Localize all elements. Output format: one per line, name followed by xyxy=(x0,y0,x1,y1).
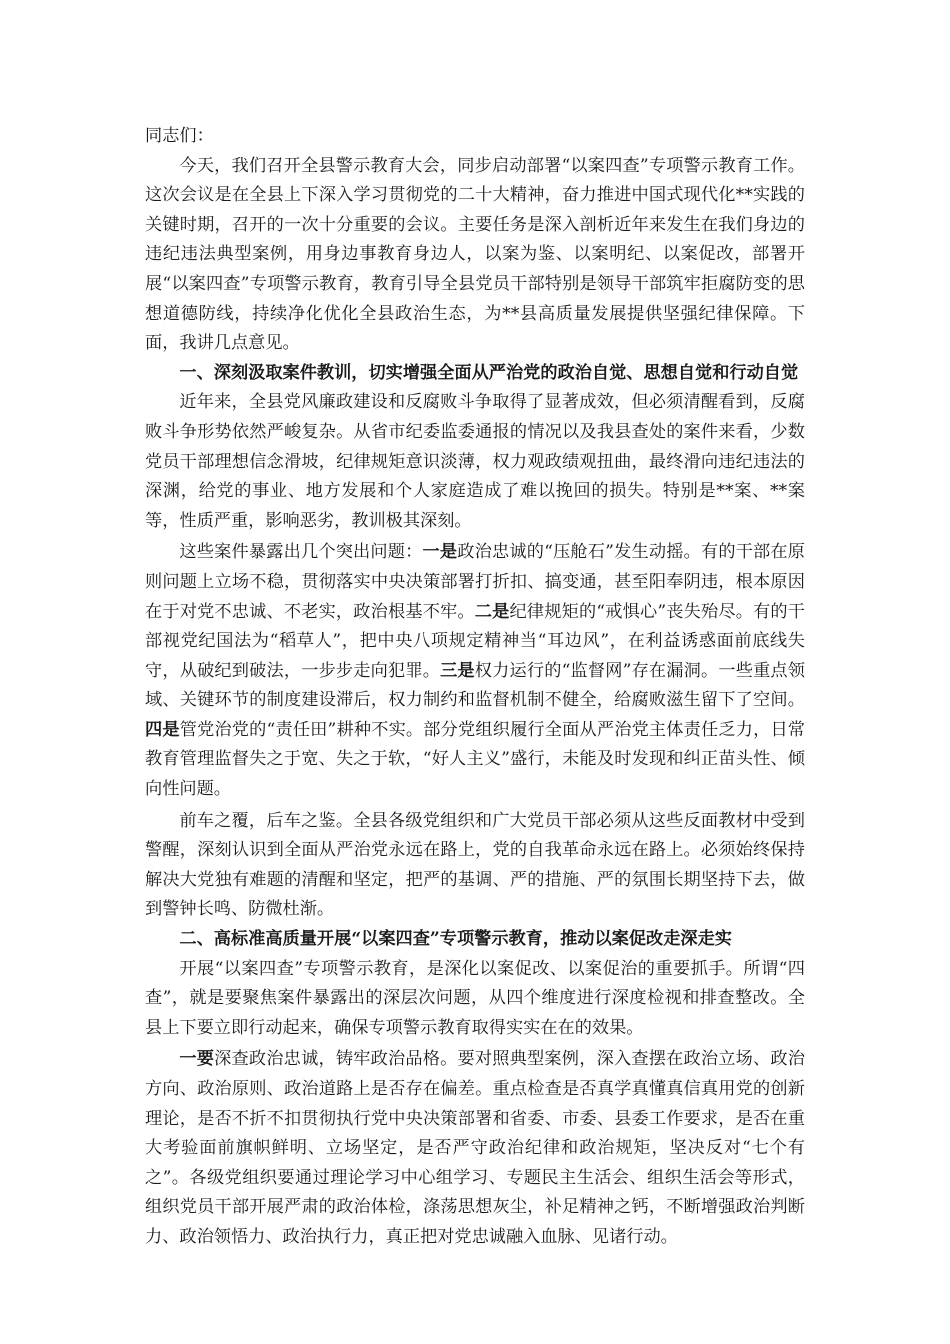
point-3-text: 权力运行的“监督网”存在漏洞。一些重点领域、关键环节的制度建设滞后，权力制约和监督机制不健全，给腐败滋生留下了空间。 xyxy=(145,660,805,711)
section-1-paragraph-3: 前车之覆，后车之鉴。全县各级党组织和广大党员干部必须从这些反面教材中受到警醒，深刻认识到全面从严治党永远在路上，党的自我革命永远在路上。必须始终保持解决大党独有难题的清醒和坚定，把严的基调、严的措施、严的氛围长期坚持下去，做到警钟长鸣、防微杜渐。 xyxy=(145,810,805,920)
point-2-key: 二是 xyxy=(474,601,510,622)
document-body xyxy=(145,122,805,1253)
section-2-paragraph-1: 开展“以案四查”专项警示教育，是深化以案促改、以案促治的重要抓手。所谓“四查”，就是要聚焦案件暴露出的深层次问题，从四个维度进行深度检视和排查整改。全县上下要立即行动起来，确保专项警示教育取得实实在在的效果。 xyxy=(145,958,805,1038)
point-4-key: 四是 xyxy=(145,719,180,740)
section-2-heading: 二、高标准高质量开展“以案四查”专项警示教育，推动以案促改走深走实 xyxy=(179,929,732,950)
point-3-key: 三是 xyxy=(440,660,475,681)
section-1-paragraph-1: 近年来，全县党风廉政建设和反腐败斗争取得了显著成效，但必须清醒看到，反腐败斗争形势依然严峻复杂。从省市纪委监委通报的情况以及我县查处的案件来看，少数党员干部理想信念滑坡，纪律规矩意识淡薄，权力观政绩观扭曲，最终滑向违纪违法的深渊，给党的事业、地方发展和个人家庭造成了难以挽回的损失。特别是**案、**案等，性质严重，影响恶劣，教训极其深刻。 xyxy=(145,392,805,531)
point-1-text: 政治忠诚的“压舱石”发生动摇。有的干部在原则问题上立场不稳，贯彻落实中央决策部署打折扣、搞变通，甚至阳奉阴违，根本原因在于对党不忠诚、不老实，政治根基不牢。 xyxy=(145,542,805,622)
salutation: 同志们： xyxy=(145,126,214,146)
requirement-1-text: 深查政治忠诚，铸牢政治品格。要对照典型案例，深入查摆在政治立场、政治方向、政治原则、政治道路上是否存在偏差。重点检查是否真学真懂真信真用党的创新理论，是否不折不扣贯彻执行党中央决策部署和省委、市委、县委工作要求，是否在重大考验面前旗帜鲜明、立场坚定，是否严守政治纪律和政治规矩，坚决反对“七个有之”。各级党组织要通过理论学习中心组学习、专题民主生活会、组织生活会等形式，组织党员干部开展严肃的政治体检，涤荡思想灰尘，补足精神之钙，不断增强政治判断力、政治领悟力、政治执行力，真正把对党忠诚融入血脉、见诸行动。 xyxy=(145,1049,805,1247)
point-1-key: 一是 xyxy=(422,542,458,563)
section-1-paragraph-2 xyxy=(145,538,805,804)
point-2-text: 纪律规矩的“戒惧心”丧失殆尽。有的干部视党纪国法为“稻草人”，把中央八项规定精神当“耳边风”，在利益诱惑面前底线失守，从破纪到破法，一步步走向犯罪。 xyxy=(145,601,805,681)
section-1-heading: 一、深刻汲取案件教训，切实增强全面从严治党的政治自觉、思想自觉和行动自觉 xyxy=(179,362,799,383)
intro-paragraph: 今天，我们召开全县警示教育大会，同步启动部署“以案四查”专项警示教育工作。这次会议是在全县上下深入学习贯彻党的二十大精神，奋力推进中国式现代化**实践的关键时期，召开的一次十分重要的会议。主要任务是深入剖析近年来发生在我们身边的违纪违法典型案例，用身边事教育身边人，以案为鉴、以案明纪、以案促改，部署开展“以案四查”专项警示教育，教育引导全县党员干部特别是领导干部筑牢拒腐防变的思想道德防线，持续净化优化全县政治生态，为**县高质量发展提供坚强纪律保障。下面，我讲几点意见。 xyxy=(145,155,805,354)
problems-lead: 这些案件暴露出几个突出问题： xyxy=(179,542,423,563)
requirement-1-key: 一要 xyxy=(179,1049,215,1070)
section-2-paragraph-2 xyxy=(145,1045,805,1252)
point-4-text: 管党治党的“责任田”耕种不实。部分党组织履行全面从严治党主体责任乏力，日常教育管理监督失之于宽、失之于软，“好人主义”盛行，未能及时发现和纠正苗头性、倾向性问题。 xyxy=(145,719,805,800)
